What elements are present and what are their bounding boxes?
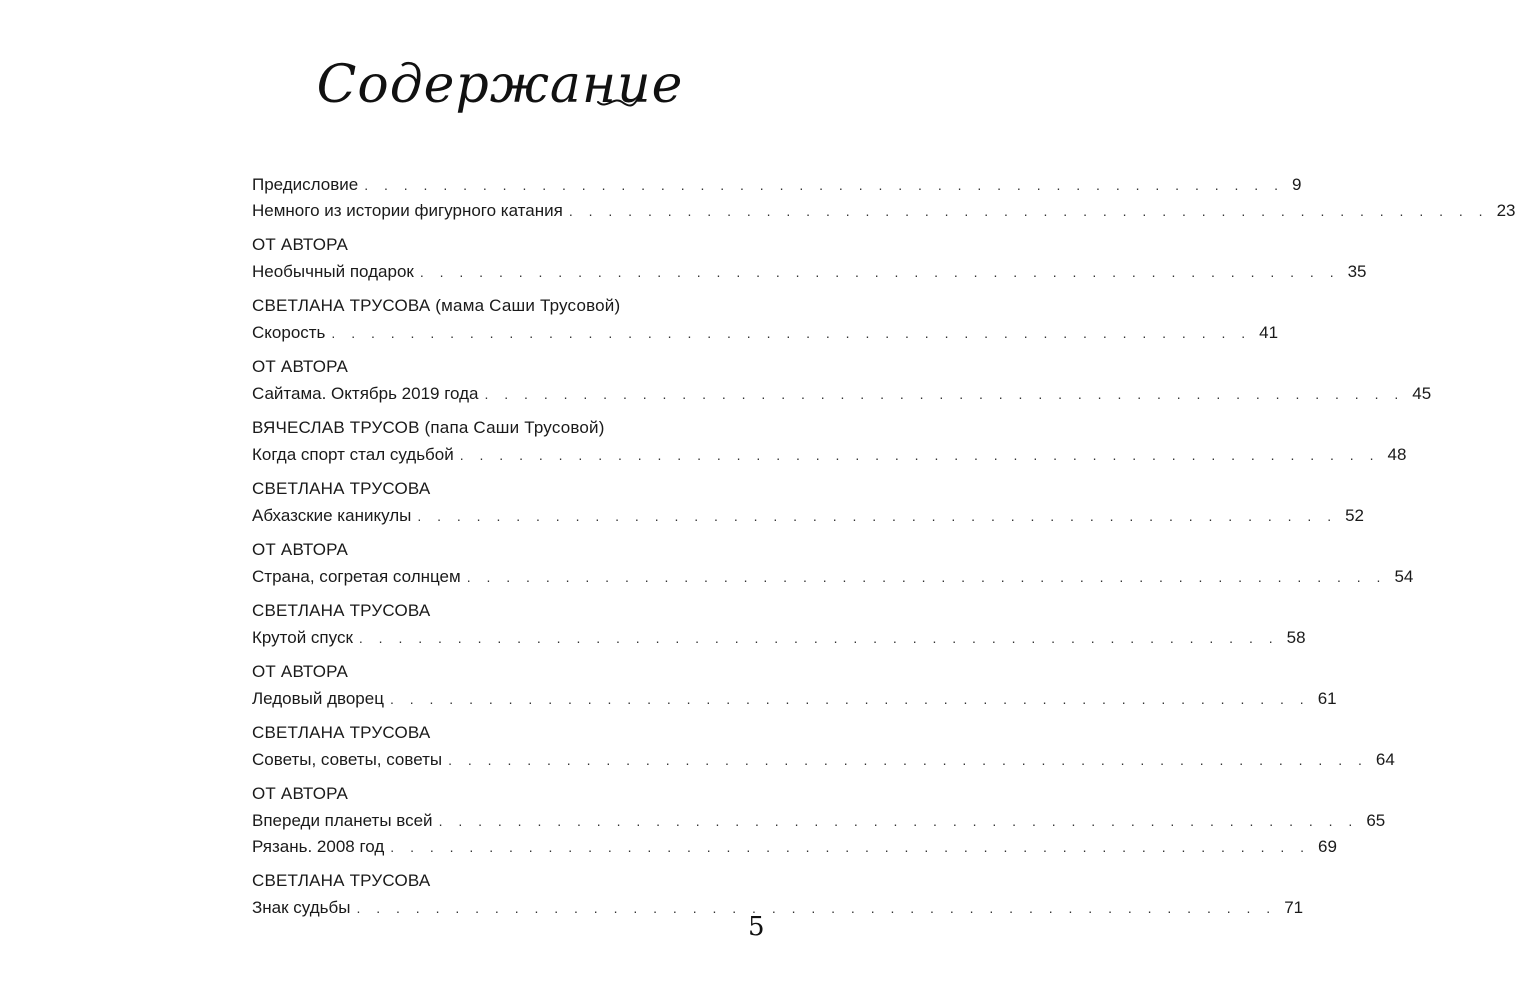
toc-entry[interactable] (252, 565, 1414, 591)
toc-group (252, 782, 1386, 861)
toc-entry-title: Ледовый дворец (252, 689, 384, 708)
toc-entry[interactable] (252, 835, 1337, 861)
dot-leader: . . . . . . . . . . . . . . . . . . . . . . . . . . . . . . . . . . . . . . . . . . . . . . . (438, 813, 1359, 829)
section-heading: СВЕТЛАНА ТРУСОВА (252, 601, 431, 620)
toc-entry-title: Когда спорт стал судьбой (252, 445, 454, 464)
section-heading: ОТ АВТОРА (252, 540, 349, 559)
toc-group (252, 599, 1306, 652)
toc-entry[interactable] (252, 896, 1304, 922)
dot-leader: . . . . . . . . . . . . . . . . . . . . . . . . . . . . . . . . . . . . . . . . . . . . . . . (417, 508, 1338, 524)
dot-leader: . . . . . . . . . . . . . . . . . . . . . . . . . . . . . . . . . . . . . . . . . . . . . . . (358, 630, 1279, 646)
dot-leader: . . . . . . . . . . . . . . . . . . . . . . . . . . . . . . . . . . . . . . . . . . . . . . . (331, 325, 1252, 341)
toc-entry-page: 23 (1496, 201, 1516, 220)
toc-group (252, 869, 1304, 922)
toc-entry-page: 41 (1259, 323, 1279, 342)
dot-leader: . . . . . . . . . . . . . . . . . . . . . . . . . . . . . . . . . . . . . . . . . . . . . . . (419, 264, 1340, 280)
toc-group (252, 416, 1407, 469)
toc-entry[interactable] (252, 382, 1432, 408)
toc-entry-page: 71 (1284, 898, 1304, 917)
toc-entry-page: 65 (1366, 811, 1386, 830)
section-heading: СВЕТЛАНА ТРУСОВА (252, 871, 431, 890)
dot-leader: . . . . . . . . . . . . . . . . . . . . . . . . . . . . . . . . . . . . . . . . . . . . . . . (390, 839, 1311, 855)
toc-entry-page: 52 (1345, 506, 1365, 525)
toc-entry[interactable] (252, 809, 1386, 835)
toc-group (252, 355, 1432, 408)
dot-leader: . . . . . . . . . . . . . . . . . . . . . . . . . . . . . . . . . . . . . . . . . . . . . . . (364, 177, 1284, 193)
toc-entry-title: Страна, согретая солнцем (252, 567, 461, 586)
toc-entry-page: 64 (1375, 750, 1395, 769)
toc-entry-page: 35 (1347, 262, 1367, 281)
toc-entry-page: 58 (1286, 628, 1306, 647)
dot-leader: . . . . . . . . . . . . . . . . . . . . . . . . . . . . . . . . . . . . . . . . . . . . . . . (389, 691, 1310, 707)
toc-entry-title: Рязань. 2008 год (252, 837, 385, 856)
toc-entry[interactable] (252, 443, 1407, 469)
toc-entry-title: Впереди планеты всей (252, 811, 433, 830)
section-heading: СВЕТЛАНА ТРУСОВА (252, 479, 431, 498)
toc-entry-title: Абхазские каникулы (252, 506, 412, 525)
section-heading: ОТ АВТОРА (252, 235, 349, 254)
dot-leader: . . . . . . . . . . . . . . . . . . . . . . . . . . . . . . . . . . . . . . . . . . . . . . . (356, 900, 1277, 916)
section-heading: ОТ АВТОРА (252, 784, 349, 803)
toc-entry[interactable] (252, 199, 1516, 225)
toc-entry-title: Знак судьбы (252, 898, 351, 917)
toc-entry-title: Скорость (252, 323, 326, 342)
toc-entry[interactable] (252, 748, 1395, 774)
toc-entry[interactable] (252, 626, 1306, 652)
toc-group (252, 721, 1395, 774)
toc-group (252, 538, 1414, 591)
section-heading: СВЕТЛАНА ТРУСОВА (252, 723, 431, 742)
toc-entry-title: Необычный подарок (252, 262, 414, 281)
toc-group (252, 660, 1337, 713)
toc-entry-title: Советы, советы, советы (252, 750, 443, 769)
dot-leader: . . . . . . . . . . . . . . . . . . . . . . . . . . . . . . . . . . . . . . . . . . . . . . . (568, 203, 1489, 219)
toc-entry-title: Немного из истории фигурного катания (252, 201, 563, 220)
dot-leader: . . . . . . . . . . . . . . . . . . . . . . . . . . . . . . . . . . . . . . . . . . . . . . . (459, 447, 1380, 463)
section-heading: ОТ АВТОРА (252, 662, 349, 681)
toc-entry-page: 48 (1387, 445, 1407, 464)
section-heading: ВЯЧЕСЛАВ ТРУСОВ (папа Саши Трусовой) (252, 418, 605, 437)
toc-group (252, 294, 1279, 347)
toc-entry-title: Крутой спуск (252, 628, 353, 647)
title-flourish-icon (596, 92, 640, 112)
toc-entry-page: 69 (1318, 837, 1337, 856)
toc-entry[interactable] (252, 173, 1302, 199)
toc-entry[interactable] (252, 260, 1367, 286)
dot-leader: . . . . . . . . . . . . . . . . . . . . . . . . . . . . . . . . . . . . . . . . . . . . . . . (466, 569, 1387, 585)
toc-group (252, 173, 1516, 225)
toc-group (252, 233, 1367, 286)
toc-group (252, 477, 1365, 530)
toc-entry-title: Сайтама. Октябрь 2019 года (252, 384, 479, 403)
toc-entry-page: 45 (1412, 384, 1432, 403)
dot-leader: . . . . . . . . . . . . . . . . . . . . . . . . . . . . . . . . . . . . . . . . . . . . . . . (484, 386, 1405, 402)
dot-leader: . . . . . . . . . . . . . . . . . . . . . . . . . . . . . . . . . . . . . . . . . . . . . . . (448, 752, 1368, 768)
section-heading: ОТ АВТОРА (252, 357, 349, 376)
toc-entry[interactable] (252, 504, 1365, 530)
toc-entry-page: 61 (1317, 689, 1337, 708)
toc-entry-page: 54 (1394, 567, 1414, 586)
table-of-contents (252, 173, 1516, 930)
toc-entry-title: Предисловие (252, 175, 359, 194)
section-heading: СВЕТЛАНА ТРУСОВА (мама Саши Трусовой) (252, 296, 621, 315)
toc-entry-page: 9 (1291, 175, 1302, 194)
toc-entry[interactable] (252, 321, 1279, 347)
page-number: 5 (748, 912, 765, 942)
page-title: Содержание (316, 55, 684, 115)
toc-entry[interactable] (252, 687, 1337, 713)
